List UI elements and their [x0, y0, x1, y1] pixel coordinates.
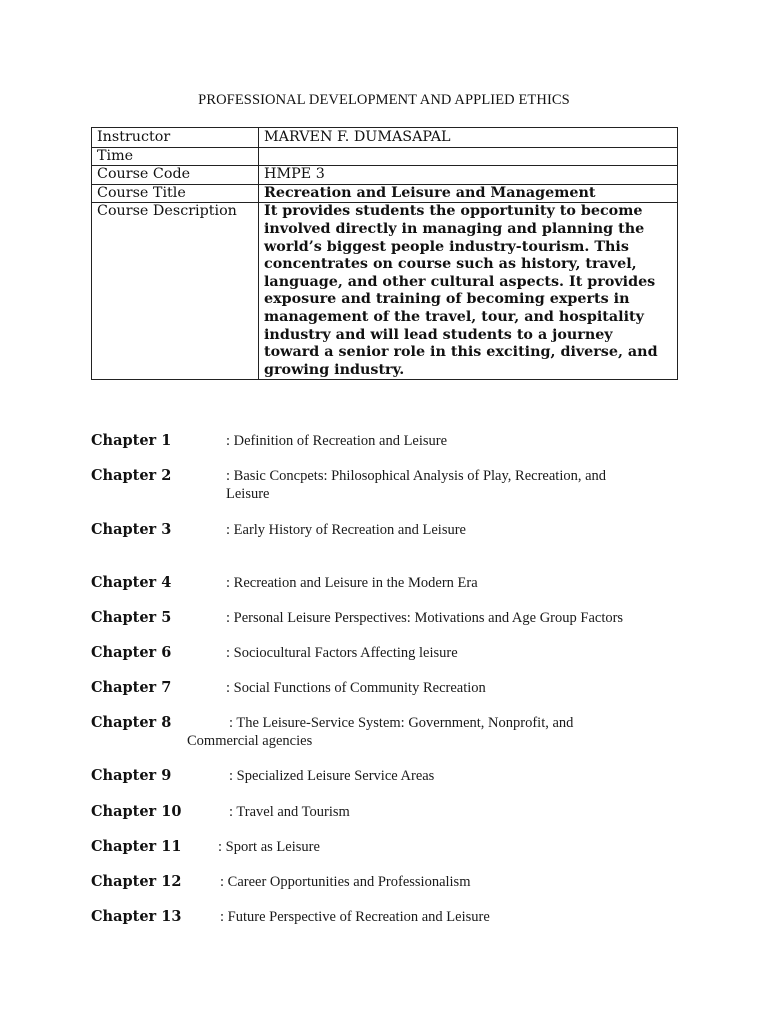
chapter-3: [91, 521, 171, 538]
chapter-1-desc: : Definition of Recreation and Leisure: [226, 433, 448, 449]
course-info-table: [91, 127, 678, 380]
chapter-label: Chapter 11: [91, 838, 182, 855]
chapter-label: Chapter 5: [91, 609, 172, 626]
chapter-10: [91, 803, 181, 820]
chapter-8: [91, 714, 171, 731]
chapter-6-desc: : Sociocultural Factors Affecting leisure: [226, 645, 458, 661]
course-code-value: HMPE 3: [259, 166, 678, 185]
chapter-2-desc-cont: Leisure: [226, 486, 270, 502]
chapter-label: Chapter 7: [91, 679, 172, 696]
chapter-7-desc: : Social Functions of Community Recreation: [226, 680, 486, 696]
row-label: Instructor: [92, 128, 259, 148]
chapter-12-desc: : Career Opportunities and Professionalism: [220, 874, 471, 890]
chapter-3-desc: : Early History of Recreation and Leisure: [226, 522, 466, 538]
page-title: PROFESSIONAL DEVELOPMENT AND APPLIED ETHICS: [198, 92, 570, 108]
chapter-8-desc-cont: Commercial agencies: [187, 733, 313, 749]
course-description-value: It provides students the opportunity to become involved directly in managing and planning the world’s biggest people industry-tourism. This concentrates on course such as history, travel, language, and other cultural aspects. It provides exposure and training of becoming experts in management of the travel, tour, and hospitality industry and will lead students to a journey toward a senior role in this exciting, diverse, and growing industry.: [259, 203, 678, 380]
chapter-9: [91, 767, 171, 784]
table-row: [92, 166, 678, 185]
time-value: [259, 147, 678, 166]
chapter-12: [91, 873, 181, 890]
instructor-value: MARVEN F. DUMASAPAL: [259, 128, 678, 148]
course-title-value: Recreation and Leisure and Management: [259, 184, 678, 203]
chapter-label: Chapter 9: [91, 767, 172, 784]
chapter-1: [91, 432, 171, 449]
chapter-10-desc: : Travel and Tourism: [229, 804, 350, 820]
chapter-5-desc: : Personal Leisure Perspectives: Motivations and Age Group Factors: [226, 610, 624, 626]
chapter-4: [91, 574, 171, 591]
chapter-2-desc: : Basic Concpets: Philosophical Analysis of Play, Recreation, and: [226, 468, 607, 484]
chapter-4-desc: : Recreation and Leisure in the Modern Era: [226, 575, 478, 591]
chapter-11-desc: : Sport as Leisure: [218, 839, 320, 855]
chapter-label: Chapter 2: [91, 467, 172, 484]
chapter-label: Chapter 12: [91, 873, 182, 890]
chapter-label: Chapter 8: [91, 714, 172, 731]
row-label: Course Title: [92, 184, 259, 203]
table-row: [92, 203, 678, 380]
chapter-11: [91, 838, 181, 855]
table-row: [92, 147, 678, 166]
chapter-6: [91, 644, 171, 661]
chapter-9-desc: : Specialized Leisure Service Areas: [229, 768, 435, 784]
chapter-5: [91, 609, 171, 626]
table-row: [92, 128, 678, 148]
table-row: [92, 184, 678, 203]
chapter-label: Chapter 1: [91, 432, 172, 449]
chapter-13-desc: : Future Perspective of Recreation and Leisure: [220, 909, 490, 925]
chapter-13: [91, 908, 181, 925]
chapter-7: [91, 679, 171, 696]
row-label: Course Code: [92, 166, 259, 185]
chapter-label: Chapter 4: [91, 574, 172, 591]
chapter-8-desc: : The Leisure-Service System: Government, Nonprofit, and: [229, 715, 574, 731]
chapter-label: Chapter 13: [91, 908, 182, 925]
row-label: Time: [92, 147, 259, 166]
chapter-label: Chapter 3: [91, 521, 172, 538]
row-label: Course Description: [92, 203, 259, 380]
chapter-2: [91, 467, 171, 484]
chapter-label: Chapter 10: [91, 803, 182, 820]
chapter-label: Chapter 6: [91, 644, 172, 661]
